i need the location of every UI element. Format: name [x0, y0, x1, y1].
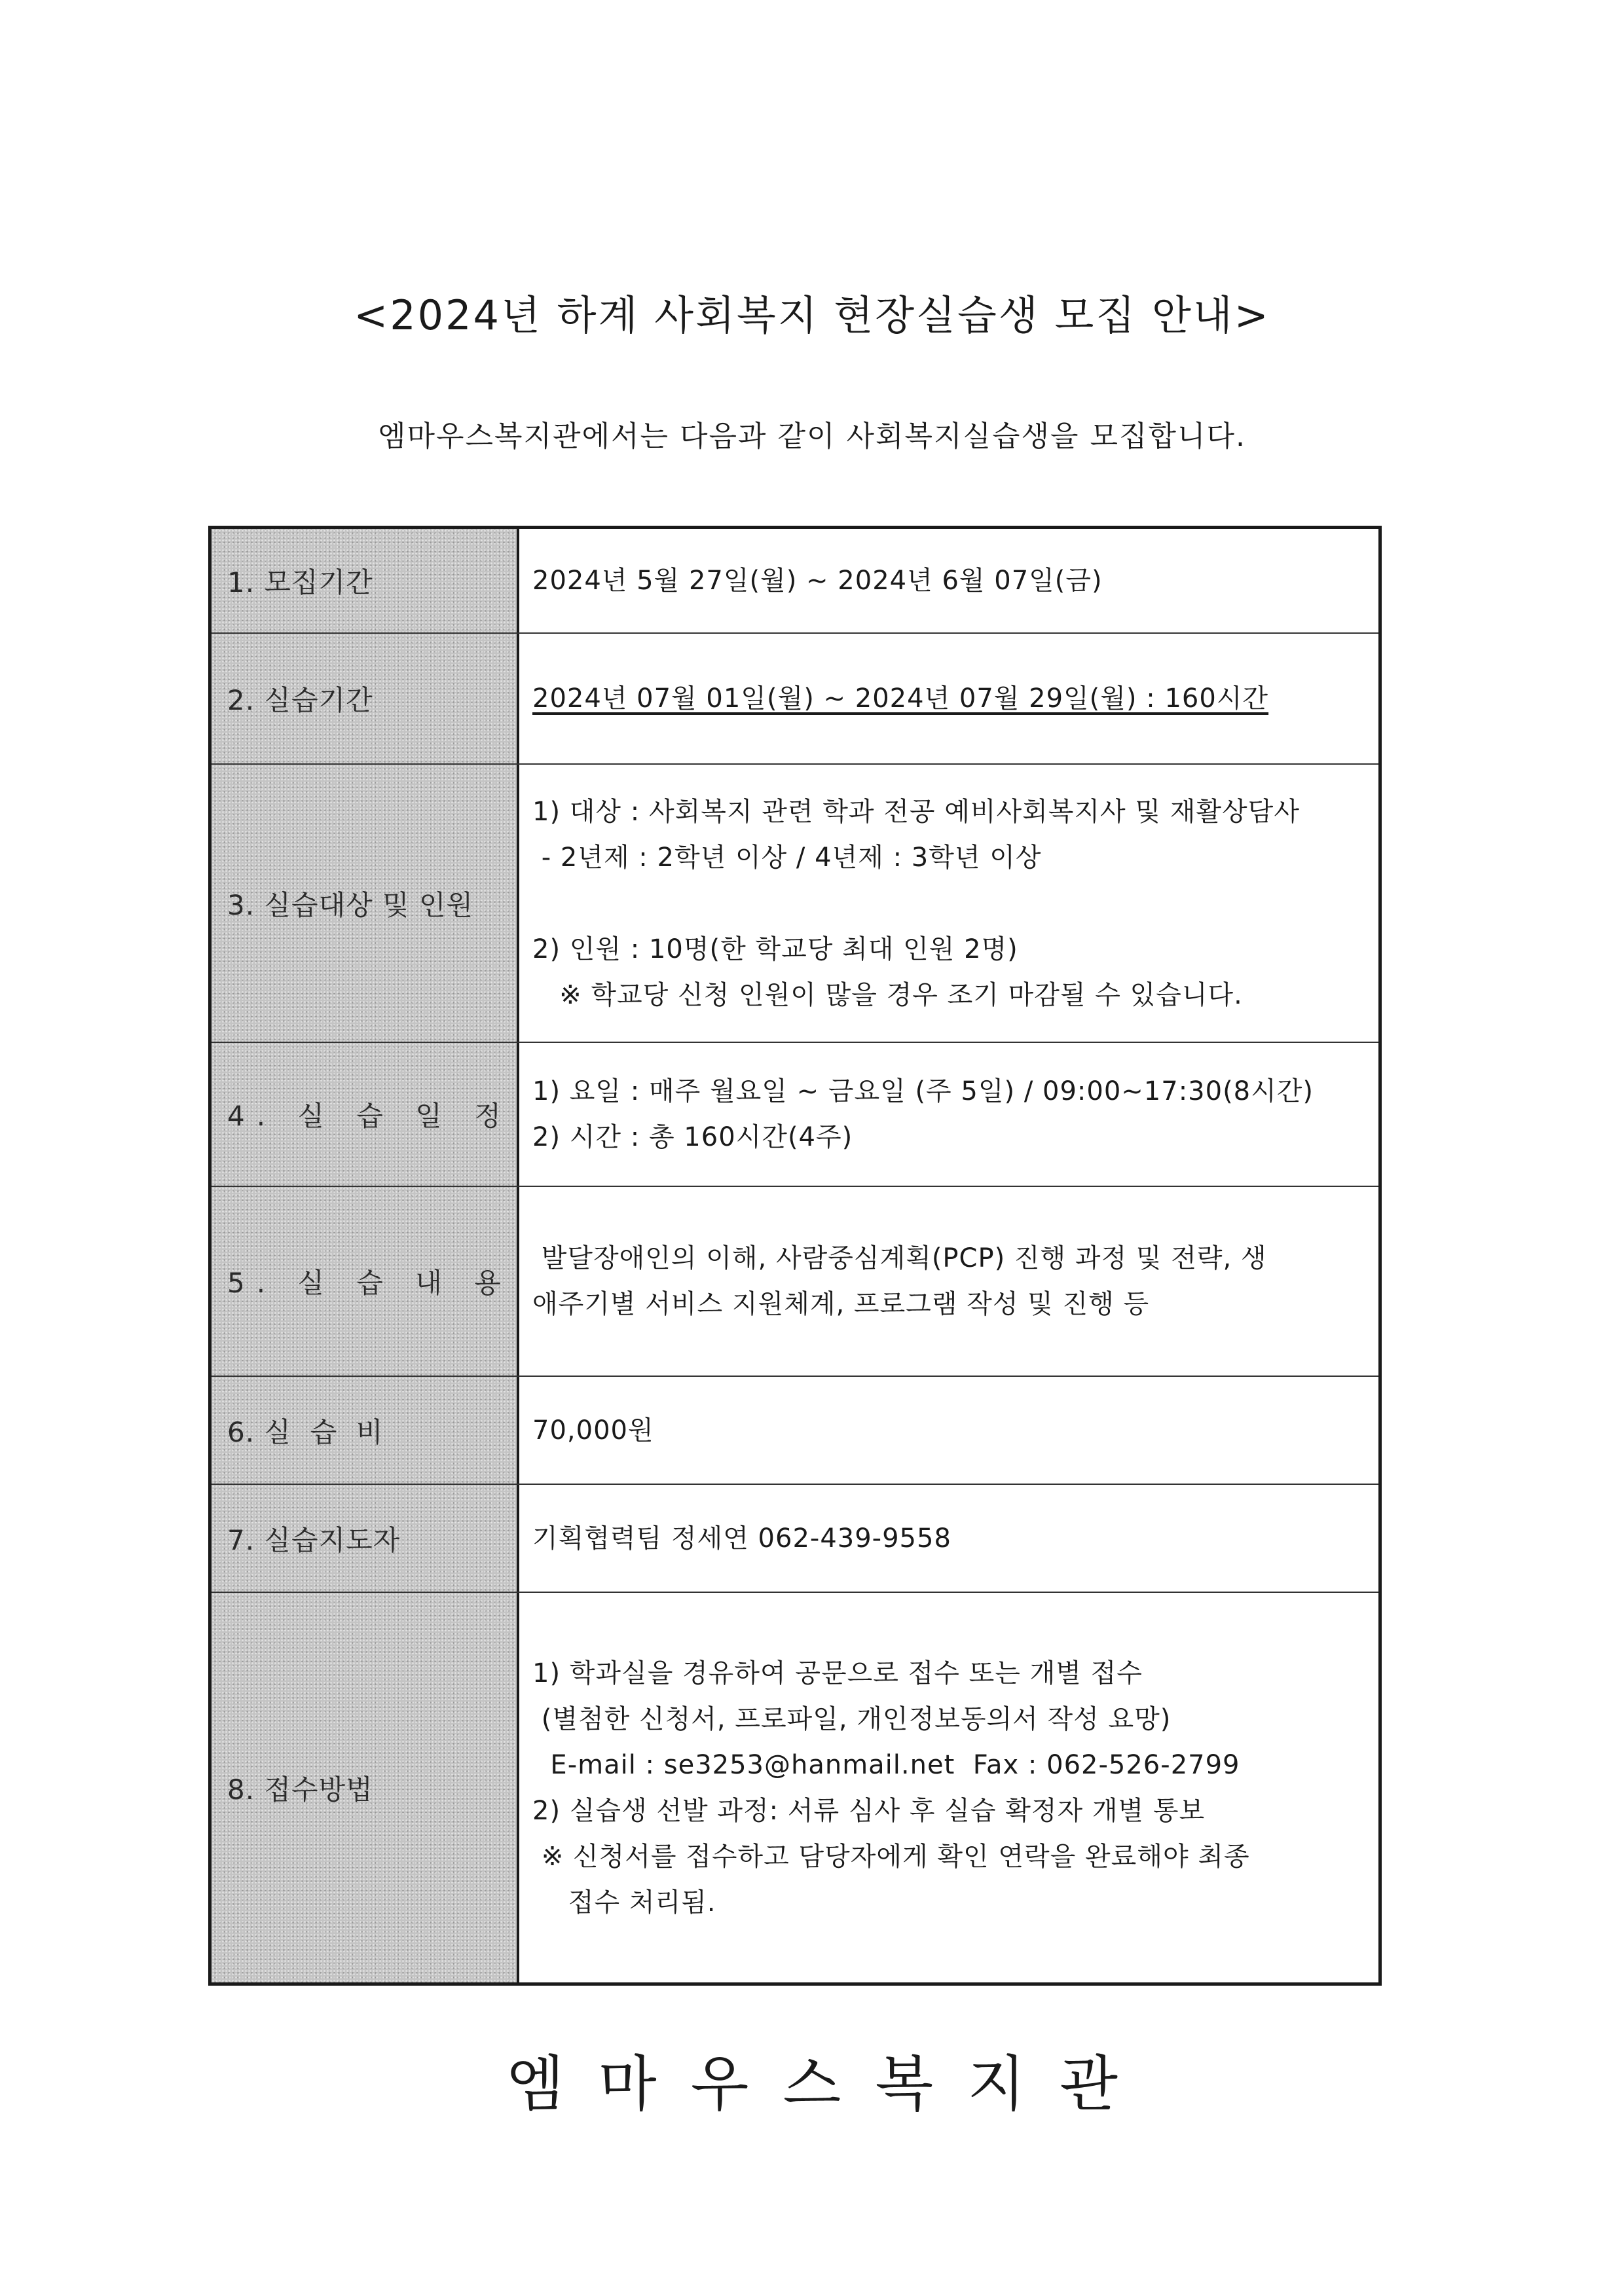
row-content-recruitment-period [519, 529, 1378, 632]
content-line: 2) 실습생 선발 과정: 서류 심사 후 실습 확정자 개별 통보 [532, 1795, 1206, 1826]
content-line: 접수 처리됨. [532, 1887, 716, 1918]
row-label-content: 5. 실 습 내 용 [212, 1187, 519, 1376]
page-title: <2024년 하계 사회복지 현장실습생 모집 안내> [354, 291, 1270, 339]
table-row-recruitment-period [212, 529, 1378, 634]
table-row-content [212, 1187, 1378, 1377]
content-line: 2) 시간 : 총 160시간(4주) [532, 1122, 853, 1152]
content-line: 발달장애인의 이해, 사람중심계획(PCP) 진행 과정 및 전략, 생 [532, 1243, 1267, 1273]
row-label-fee: 6. 실 습 비 [212, 1377, 519, 1484]
table-row-target-and-capacity [212, 765, 1378, 1043]
row-label-target-and-capacity: 3. 실습대상 및 인원 [212, 765, 519, 1042]
content-line: 2024년 07월 01일(월) ~ 2024년 07월 29일(월) : 160시간 [532, 683, 1269, 714]
row-label-recruitment-period: 1. 모집기간 [212, 529, 519, 632]
content-line: 1) 대상 : 사회복지 관련 학과 전공 예비사회복지사 및 재활상담사 [532, 796, 1300, 827]
table-row-fee [212, 1377, 1378, 1485]
content-line: - 2년제 : 2학년 이상 / 4년제 : 3학년 이상 [532, 842, 1042, 873]
table-row-practicum-period [212, 634, 1378, 765]
row-label-schedule: 4. 실 습 일 정 [212, 1043, 519, 1186]
row-content-practicum-period [519, 634, 1378, 763]
content-line: 애주기별 서비스 지원체계, 프로그램 작성 및 진행 등 [532, 1289, 1150, 1319]
content-line: ※ 신청서를 접수하고 담당자에게 확인 연락을 완료해야 최종 [532, 1841, 1250, 1872]
row-label-practicum-period: 2. 실습기간 [212, 634, 519, 763]
table-row-application-method [212, 1593, 1378, 1982]
intro-text: 엠마우스복지관에서는 다음과 같이 사회복지실습생을 모집합니다. [377, 420, 1247, 453]
content-line: 70,000원 [532, 1415, 654, 1446]
row-content-target-and-capacity [519, 765, 1378, 1042]
row-content-supervisor [519, 1485, 1378, 1592]
table-row-supervisor [212, 1485, 1378, 1593]
row-label-application-method: 8. 접수방법 [212, 1593, 519, 1982]
table-row-schedule [212, 1043, 1378, 1187]
info-table [208, 526, 1382, 1986]
content-line: 1) 요일 : 매주 월요일 ~ 금요일 (주 5일) / 09:00~17:30(8시간) [532, 1076, 1314, 1106]
content-line: (별첨한 신청서, 프로파일, 개인정보동의서 작성 요망) [532, 1704, 1172, 1734]
row-label-supervisor: 7. 실습지도자 [212, 1485, 519, 1592]
content-line: 2) 인원 : 10명(한 학교당 최대 인원 2명) [532, 934, 1018, 964]
content-line: 2024년 5월 27일(월) ~ 2024년 6월 07일(금) [532, 566, 1103, 596]
content-line: ※ 학교당 신청 인원이 많을 경우 조기 마감될 수 있습니다. [532, 979, 1243, 1010]
content-line: 1) 학과실을 경유하여 공문으로 접수 또는 개별 접수 [532, 1658, 1143, 1688]
organization-name: 엠마우스복지관 [506, 2049, 1153, 2119]
content-line [532, 881, 1365, 926]
row-content-schedule [519, 1043, 1378, 1186]
content-line: 기획협력팀 정세연 062-439-9558 [532, 1523, 951, 1554]
row-content-fee [519, 1377, 1378, 1484]
row-content-application-method [519, 1593, 1378, 1982]
content-line: E-mail : se3253@hanmail.net Fax : 062-526-2799 [532, 1749, 1240, 1780]
row-content-content [519, 1187, 1378, 1376]
